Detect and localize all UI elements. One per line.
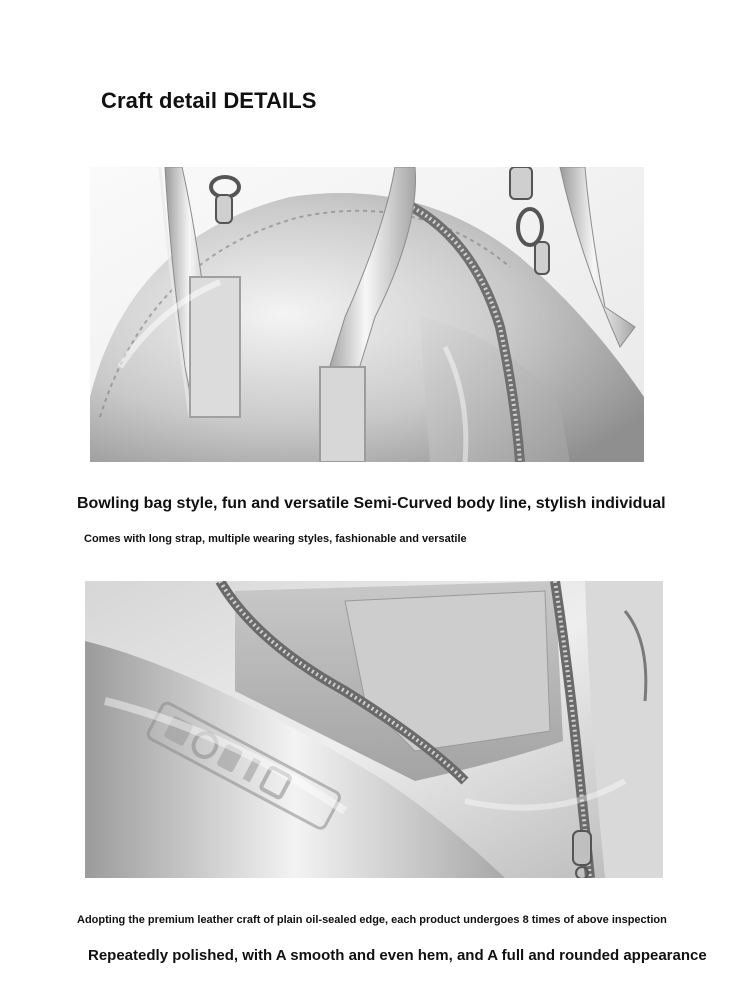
caption-polish: Repeatedly polished, with A smooth and even hem, and A full and rounded appearance: [88, 947, 707, 964]
bag-handles-illustration: [90, 167, 644, 462]
caption-sub: Comes with long strap, multiple wearing styles, fashionable and versatile: [84, 533, 467, 545]
bag-interior-illustration: [85, 581, 663, 878]
caption-main: Bowling bag style, fun and versatile Semi-Curved body line, stylish individual: [77, 495, 666, 512]
caption-inspection: Adopting the premium leather craft of plain oil-sealed edge, each product undergoes 8 times of above inspection: [77, 914, 667, 926]
bag-handles-photo: [90, 167, 644, 462]
page-title: Craft detail DETAILS: [101, 88, 317, 113]
bag-interior-photo: [85, 581, 663, 878]
